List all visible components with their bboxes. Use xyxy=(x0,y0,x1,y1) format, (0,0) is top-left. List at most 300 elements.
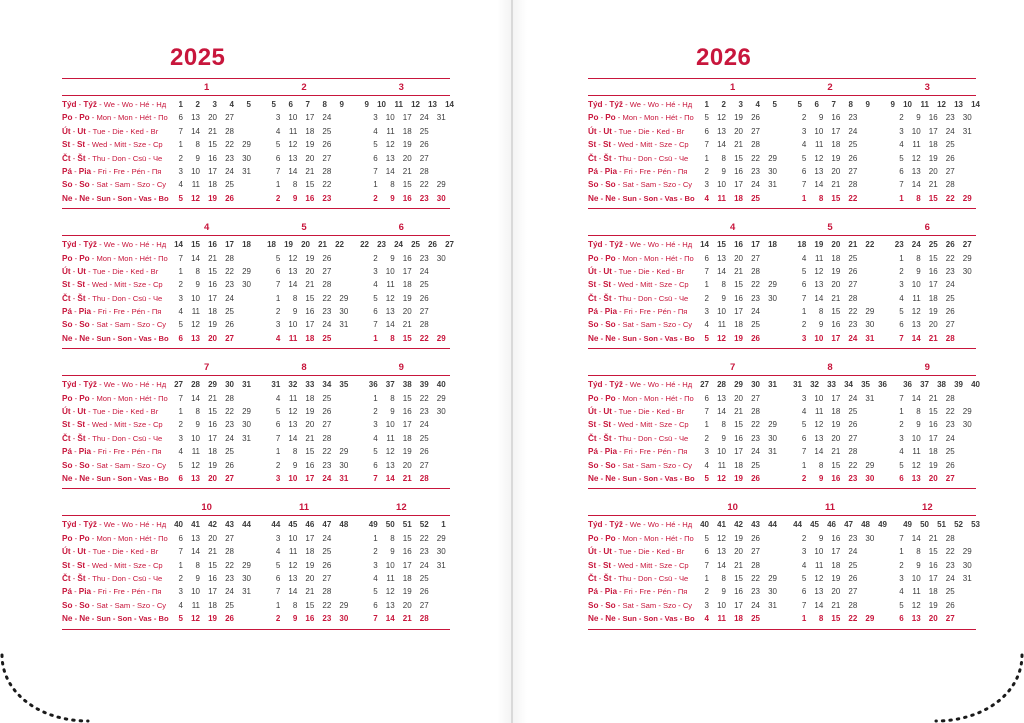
week-number: 45 xyxy=(288,520,298,530)
date-number: 8 xyxy=(390,533,395,543)
date-number: 13 xyxy=(911,166,921,176)
date-number: 30 xyxy=(242,153,251,163)
date-number: 14 xyxy=(288,166,298,176)
month-column xyxy=(353,612,450,625)
week-number: 21 xyxy=(318,240,327,250)
week-number: 37 xyxy=(385,380,395,390)
week-number: 44 xyxy=(242,520,251,530)
date-number: 10 xyxy=(385,560,395,570)
calendar-row xyxy=(588,532,976,545)
month-column xyxy=(879,418,976,431)
day-label: Pá - Pia - Fri - Fre - Pén - Пя xyxy=(62,307,162,317)
date-number: 22 xyxy=(419,393,429,403)
date-number: 26 xyxy=(848,573,858,583)
date-number: 20 xyxy=(831,166,841,176)
date-number: 5 xyxy=(704,113,709,123)
week-number: 49 xyxy=(878,520,887,530)
date-number: 29 xyxy=(339,600,349,610)
week-number: 11 xyxy=(920,100,929,109)
date-number: 16 xyxy=(734,293,743,303)
date-number: 20 xyxy=(208,533,217,543)
week-number: 40 xyxy=(174,520,183,530)
date-number: 9 xyxy=(818,533,824,543)
week-number: 23 xyxy=(377,240,386,250)
calendar-row xyxy=(62,445,450,458)
date-number: 21 xyxy=(305,280,315,290)
date-number: 30 xyxy=(242,573,251,583)
date-number: 24 xyxy=(419,113,429,123)
date-number: 12 xyxy=(717,113,726,123)
date-number: 6 xyxy=(275,153,281,163)
month-column xyxy=(781,445,878,458)
month-columns xyxy=(158,518,450,531)
month-column xyxy=(781,392,878,405)
header-spacer xyxy=(588,502,684,513)
date-number: 19 xyxy=(208,460,217,470)
month-column xyxy=(684,405,781,418)
date-number: 21 xyxy=(831,600,841,610)
date-number: 2 xyxy=(178,280,183,290)
date-number: 29 xyxy=(768,573,777,583)
month-columns xyxy=(684,138,976,151)
date-number: 19 xyxy=(831,266,841,276)
date-number: 6 xyxy=(373,460,378,470)
month-columns xyxy=(158,392,450,405)
page-left-year: 2025 xyxy=(170,44,226,71)
date-number: 14 xyxy=(385,614,395,624)
date-number: 23 xyxy=(322,614,332,624)
date-number: 18 xyxy=(208,600,217,610)
week-number: 44 xyxy=(271,520,281,530)
month-number: 3 xyxy=(398,82,404,93)
date-number: 15 xyxy=(734,573,743,583)
month-column xyxy=(353,559,450,572)
week-number: 26 xyxy=(428,240,437,250)
date-number: 17 xyxy=(208,433,217,443)
date-number: 6 xyxy=(801,433,807,443)
month-grid xyxy=(62,376,450,488)
calendar-row xyxy=(62,178,450,191)
quarter-block xyxy=(588,79,980,209)
date-number: 25 xyxy=(225,600,234,610)
month-header-row xyxy=(588,219,976,235)
date-number: 23 xyxy=(751,433,760,443)
date-number: 13 xyxy=(191,533,200,543)
week-number: 40 xyxy=(700,520,709,530)
day-label: Týd - Týž - We - Wo - Hé - Hд xyxy=(62,240,167,250)
month-column xyxy=(684,152,781,165)
month-column xyxy=(255,252,352,265)
month-column xyxy=(684,518,777,531)
date-number: 20 xyxy=(928,473,938,483)
month-column xyxy=(684,545,781,558)
calendar-row xyxy=(588,318,976,331)
date-number: 11 xyxy=(386,280,395,290)
date-number: 1 xyxy=(801,614,807,624)
week-number: 2 xyxy=(195,100,200,109)
date-number: 4 xyxy=(373,573,378,583)
date-number: 28 xyxy=(945,393,955,403)
date-number: 14 xyxy=(911,333,921,343)
day-label: Po - Po - Mon - Mon - Hét - Пo xyxy=(588,113,694,123)
day-label: Ne - Ne - Sun - Son - Vas - Bo xyxy=(588,614,695,624)
date-number: 4 xyxy=(704,460,709,470)
month-column xyxy=(255,378,352,391)
date-number: 25 xyxy=(419,280,429,290)
date-number: 21 xyxy=(402,614,412,624)
date-number: 10 xyxy=(717,600,726,610)
date-number: 1 xyxy=(373,393,378,403)
month-columns xyxy=(684,585,976,598)
week-number: 32 xyxy=(810,380,819,390)
date-number: 23 xyxy=(225,573,234,583)
date-number: 13 xyxy=(814,166,824,176)
day-label: Ne - Ne - Sun - Son - Vas - Bo xyxy=(62,614,169,624)
month-column xyxy=(684,599,781,612)
month-number: 12 xyxy=(922,502,933,514)
date-number: 14 xyxy=(911,393,921,403)
date-number: 23 xyxy=(751,293,760,303)
month-columns xyxy=(158,178,450,191)
date-number: 25 xyxy=(419,433,429,443)
month-column xyxy=(684,318,781,331)
month-column xyxy=(353,418,450,431)
week-number: 3 xyxy=(738,100,743,109)
calendar-row xyxy=(588,559,976,572)
date-number: 21 xyxy=(928,393,938,403)
date-number: 20 xyxy=(831,433,841,443)
date-number: 27 xyxy=(225,113,234,123)
date-number: 16 xyxy=(831,113,841,123)
date-number: 10 xyxy=(717,307,726,317)
date-number: 28 xyxy=(225,547,234,557)
date-number: 23 xyxy=(751,587,760,597)
week-number: 14 xyxy=(445,100,454,109)
date-number: 10 xyxy=(385,266,395,276)
date-number: 19 xyxy=(831,573,841,583)
date-number: 21 xyxy=(831,293,841,303)
date-number: 15 xyxy=(831,460,841,470)
day-label: So - So - Sat - Sam - Szo - Cy xyxy=(588,600,693,610)
date-number: 21 xyxy=(305,166,315,176)
date-number: 15 xyxy=(402,333,412,343)
date-number: 29 xyxy=(339,447,349,457)
date-number: 13 xyxy=(814,280,824,290)
date-number: 1 xyxy=(704,280,709,290)
calendar-row xyxy=(62,98,454,111)
month-column xyxy=(255,292,352,305)
date-number: 7 xyxy=(178,393,183,403)
date-number: 23 xyxy=(419,193,429,203)
date-number: 16 xyxy=(305,193,315,203)
date-number: 19 xyxy=(928,153,938,163)
month-column xyxy=(684,472,781,485)
day-label: Út - Ut - Tue - Die - Ked - Br xyxy=(588,547,685,557)
month-columns xyxy=(158,292,450,305)
month-column xyxy=(255,459,352,472)
calendar-row xyxy=(62,392,450,405)
date-number: 2 xyxy=(275,193,281,203)
date-number: 5 xyxy=(373,293,378,303)
month-column xyxy=(879,545,976,558)
date-number: 1 xyxy=(178,140,183,150)
date-number: 5 xyxy=(373,587,378,597)
date-number: 17 xyxy=(831,333,841,343)
date-number: 15 xyxy=(402,533,412,543)
month-columns xyxy=(684,459,976,472)
week-number: 24 xyxy=(911,240,921,250)
date-number: 31 xyxy=(436,113,446,123)
month-column xyxy=(255,572,352,585)
date-number: 13 xyxy=(385,460,395,470)
month-column xyxy=(255,612,352,625)
date-number: 21 xyxy=(402,320,412,330)
week-number: 47 xyxy=(322,520,332,530)
date-number: 7 xyxy=(275,433,281,443)
week-number: 52 xyxy=(954,520,963,530)
month-column xyxy=(879,445,976,458)
date-number: 24 xyxy=(945,573,955,583)
date-number: 25 xyxy=(945,587,955,597)
day-label: So - So - Sat - Sam - Szo - Cy xyxy=(62,600,167,610)
week-number: 11 xyxy=(394,100,403,109)
week-number: 28 xyxy=(191,380,200,390)
month-column xyxy=(879,572,976,585)
month-column xyxy=(777,518,887,531)
date-number: 10 xyxy=(717,447,726,457)
day-label: Čt - Št - Thu - Don - Csü - Че xyxy=(588,293,689,303)
date-number: 20 xyxy=(305,573,315,583)
date-number: 22 xyxy=(225,560,234,570)
date-number: 12 xyxy=(191,614,200,624)
date-number: 29 xyxy=(768,280,777,290)
day-label: Ne - Ne - Sun - Son - Vas - Bo xyxy=(588,193,695,203)
date-number: 30 xyxy=(339,307,349,317)
date-number: 3 xyxy=(373,420,378,430)
date-number: 13 xyxy=(288,420,298,430)
date-number: 3 xyxy=(899,126,904,136)
date-number: 4 xyxy=(801,407,807,417)
month-column xyxy=(684,252,781,265)
date-number: 3 xyxy=(704,307,709,317)
calendar-row xyxy=(62,305,450,318)
date-number: 28 xyxy=(225,253,234,263)
date-number: 24 xyxy=(945,280,955,290)
date-number: 30 xyxy=(768,587,777,597)
date-number: 6 xyxy=(178,473,183,483)
month-column xyxy=(781,318,878,331)
date-number: 8 xyxy=(195,266,200,276)
date-number: 6 xyxy=(373,600,378,610)
date-number: 2 xyxy=(899,560,904,570)
page-corner-bottom-right xyxy=(934,653,1024,723)
day-label: Po - Po - Mon - Mon - Hét - Пo xyxy=(62,113,168,123)
calendar-row xyxy=(62,559,450,572)
date-number: 4 xyxy=(801,253,807,263)
date-number: 30 xyxy=(865,533,875,543)
month-column xyxy=(684,445,781,458)
week-number: 37 xyxy=(920,380,929,390)
month-number: 1 xyxy=(204,82,210,93)
month-grid xyxy=(62,96,454,208)
week-number: 31 xyxy=(242,380,251,390)
page-corner-bottom-left xyxy=(0,653,90,723)
week-number: 41 xyxy=(717,520,726,530)
week-number: 44 xyxy=(768,520,777,530)
date-number: 22 xyxy=(322,600,332,610)
date-number: 16 xyxy=(402,547,412,557)
day-label: Pá - Pia - Fri - Fre - Pén - Пя xyxy=(588,166,688,176)
month-column xyxy=(781,599,878,612)
date-number: 7 xyxy=(899,533,904,543)
block-rule-bottom xyxy=(588,629,976,630)
date-number: 1 xyxy=(704,153,709,163)
month-column xyxy=(158,265,255,278)
date-number: 14 xyxy=(191,253,200,263)
date-number: 12 xyxy=(385,293,395,303)
date-number: 14 xyxy=(191,126,200,136)
month-column xyxy=(684,178,781,191)
date-number: 22 xyxy=(751,280,760,290)
week-number: 53 xyxy=(971,520,980,530)
week-number: 24 xyxy=(394,240,403,250)
date-number: 9 xyxy=(292,614,298,624)
date-number: 3 xyxy=(801,126,807,136)
month-columns xyxy=(684,518,980,531)
date-number: 20 xyxy=(402,307,412,317)
date-number: 11 xyxy=(815,140,824,150)
week-number: 51 xyxy=(402,520,412,530)
month-columns xyxy=(684,152,976,165)
date-number: 28 xyxy=(419,166,429,176)
date-number: 21 xyxy=(208,393,217,403)
date-number: 14 xyxy=(814,180,824,190)
day-label: So - So - Sat - Sam - Szo - Cy xyxy=(62,320,167,330)
date-number: 31 xyxy=(436,560,446,570)
week-number: 12 xyxy=(411,100,420,109)
date-number: 28 xyxy=(945,180,955,190)
date-number: 28 xyxy=(848,600,858,610)
month-column xyxy=(255,278,352,291)
date-number: 18 xyxy=(305,333,315,343)
date-number: 2 xyxy=(704,587,709,597)
month-number: 1 xyxy=(730,82,736,93)
date-number: 25 xyxy=(848,140,858,150)
month-column xyxy=(158,532,255,545)
date-number: 11 xyxy=(912,140,921,150)
date-number: 9 xyxy=(292,460,298,470)
date-number: 25 xyxy=(225,307,234,317)
calendar-row xyxy=(62,125,450,138)
date-number: 22 xyxy=(751,420,760,430)
date-number: 23 xyxy=(322,307,332,317)
month-column xyxy=(353,178,450,191)
day-label: Čt - Št - Thu - Don - Csü - Че xyxy=(62,153,163,163)
date-number: 5 xyxy=(275,253,281,263)
week-number: 38 xyxy=(937,380,946,390)
date-number: 28 xyxy=(322,166,332,176)
date-number: 27 xyxy=(322,573,332,583)
date-number: 15 xyxy=(305,447,315,457)
date-number: 13 xyxy=(814,433,824,443)
date-number: 16 xyxy=(208,420,217,430)
date-number: 15 xyxy=(208,266,217,276)
date-number: 16 xyxy=(734,166,743,176)
date-number: 11 xyxy=(912,447,921,457)
date-number: 25 xyxy=(751,460,760,470)
week-number: 43 xyxy=(751,520,760,530)
day-label: Ne - Ne - Sun - Son - Vas - Bo xyxy=(588,473,695,483)
date-number: 27 xyxy=(848,166,858,176)
month-columns xyxy=(684,125,976,138)
date-number: 30 xyxy=(768,293,777,303)
date-number: 15 xyxy=(305,180,315,190)
date-number: 9 xyxy=(721,433,726,443)
week-number: 18 xyxy=(797,240,807,250)
month-column xyxy=(684,612,781,625)
date-number: 14 xyxy=(385,320,395,330)
date-number: 11 xyxy=(815,407,824,417)
month-column xyxy=(879,459,976,472)
date-number: 9 xyxy=(916,266,921,276)
week-number: 28 xyxy=(717,380,726,390)
date-number: 21 xyxy=(734,140,743,150)
date-number: 15 xyxy=(831,614,841,624)
date-number: 28 xyxy=(945,533,955,543)
day-label: Čt - Št - Thu - Don - Csü - Че xyxy=(62,293,163,303)
month-column xyxy=(353,545,450,558)
date-number: 5 xyxy=(178,193,183,203)
date-number: 31 xyxy=(242,433,251,443)
date-number: 27 xyxy=(225,473,234,483)
date-number: 23 xyxy=(945,560,955,570)
month-columns xyxy=(684,265,976,278)
month-columns xyxy=(158,152,450,165)
month-column xyxy=(879,472,976,485)
month-column xyxy=(158,459,255,472)
calendar-row xyxy=(588,125,976,138)
date-number: 16 xyxy=(831,320,841,330)
date-number: 27 xyxy=(848,433,858,443)
date-number: 12 xyxy=(717,333,726,343)
date-number: 11 xyxy=(191,447,200,457)
week-number: 31 xyxy=(793,380,802,390)
month-column xyxy=(353,405,450,418)
calendar-row xyxy=(588,445,976,458)
date-number: 28 xyxy=(751,266,760,276)
date-number: 18 xyxy=(928,587,938,597)
date-number: 23 xyxy=(225,420,234,430)
day-label: St - St - Wed - Mitt - Sze - Cp xyxy=(62,140,163,150)
date-number: 18 xyxy=(831,140,841,150)
date-number: 17 xyxy=(831,547,841,557)
date-number: 29 xyxy=(242,140,251,150)
date-number: 19 xyxy=(305,560,315,570)
date-number: 9 xyxy=(390,193,395,203)
month-column xyxy=(158,318,255,331)
date-number: 9 xyxy=(195,153,200,163)
date-number: 19 xyxy=(305,407,315,417)
date-number: 25 xyxy=(945,140,955,150)
date-number: 19 xyxy=(402,140,412,150)
day-label: Po - Po - Mon - Mon - Hét - Пo xyxy=(62,533,168,543)
month-column xyxy=(684,532,781,545)
month-column xyxy=(255,418,352,431)
date-number: 2 xyxy=(801,113,807,123)
date-number: 13 xyxy=(191,473,200,483)
date-number: 10 xyxy=(191,433,200,443)
day-label: Pá - Pia - Fri - Fre - Pén - Пя xyxy=(588,447,688,457)
